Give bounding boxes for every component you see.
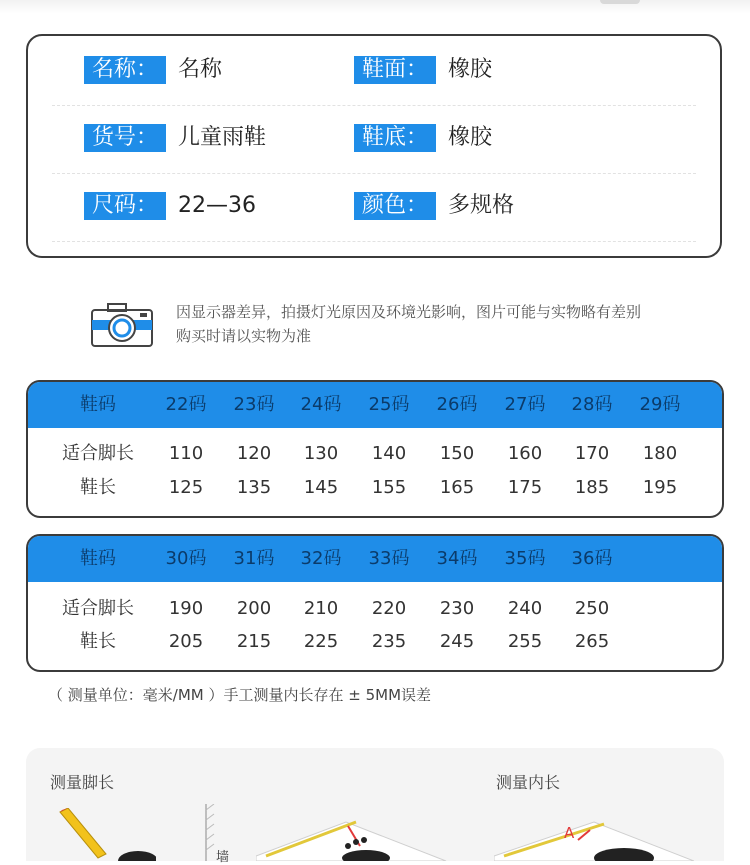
- size-chart-table: [26, 534, 724, 672]
- upper-material-tag: 鞋面：: [354, 56, 436, 84]
- row-divider: [52, 241, 696, 242]
- item-number-tag: 货号：: [84, 124, 166, 152]
- table-cell: 160: [507, 443, 543, 464]
- table-cell: 120: [236, 443, 272, 464]
- table-cell: 250: [574, 598, 610, 619]
- size-chart-header: [28, 536, 722, 582]
- item-number-value: 儿童雨鞋: [178, 125, 267, 150]
- table-cell: 125: [168, 477, 204, 498]
- table-cell: 240: [507, 598, 543, 619]
- table-cell: 140: [371, 443, 407, 464]
- size-header-cell: 35码: [504, 548, 546, 569]
- top-decoration: [600, 0, 640, 4]
- size-header-cell: 24码: [300, 394, 342, 415]
- size-range-tag: 尺码：: [84, 192, 166, 220]
- size-header-cell: 32码: [300, 548, 342, 569]
- name-value: 名称: [178, 57, 223, 82]
- size-range-value: 22—36: [178, 193, 256, 218]
- measurement-unit-note: （ 测量单位：毫米/MM ）手工测量内长存在 ± 5MM误差: [48, 686, 432, 704]
- row-divider: [52, 105, 696, 106]
- marker-label: A: [564, 824, 575, 842]
- note-line: 购买时请以实物为准: [176, 327, 312, 345]
- table-cell: 230: [439, 598, 475, 619]
- row-divider: [52, 173, 696, 174]
- table-cell: 245: [439, 631, 475, 652]
- size-header-cell: 26码: [436, 394, 478, 415]
- sole-material-value: 橡胶: [448, 125, 493, 150]
- table-cell: 155: [371, 477, 407, 498]
- row-label: 适合脚长: [62, 443, 134, 464]
- table-cell: 220: [371, 598, 407, 619]
- measure-guide-panel: [26, 748, 724, 865]
- row-label: 适合脚长: [62, 598, 134, 619]
- size-header-cell: 29码: [639, 394, 681, 415]
- table-cell: 135: [236, 477, 272, 498]
- table-cell: 175: [507, 477, 543, 498]
- upper-material-value: 橡胶: [448, 57, 493, 82]
- measure-foot-title: 测量脚长: [50, 773, 115, 792]
- table-cell: 170: [574, 443, 610, 464]
- table-cell: 185: [574, 477, 610, 498]
- table-cell: 150: [439, 443, 475, 464]
- size-chart-table: [26, 380, 724, 518]
- size-header-cell: 23码: [233, 394, 275, 415]
- table-cell: 195: [642, 477, 678, 498]
- shoe-inner-length-illustration: [494, 818, 694, 861]
- product-info-card: [26, 34, 722, 258]
- table-cell: 110: [168, 443, 204, 464]
- table-cell: 190: [168, 598, 204, 619]
- table-cell: 215: [236, 631, 272, 652]
- size-header-cell: 27码: [504, 394, 546, 415]
- display-difference-note: [176, 300, 706, 348]
- size-header-cell: 30码: [165, 548, 207, 569]
- row-label: 鞋长: [80, 631, 116, 652]
- table-cell: 200: [236, 598, 272, 619]
- size-header-cell: 36码: [571, 548, 613, 569]
- color-tag: 颜色：: [354, 192, 436, 220]
- wall-label: 墙: [216, 850, 230, 865]
- name-tag: 名称：: [84, 56, 166, 84]
- table-cell: 145: [303, 477, 339, 498]
- size-header-label: 鞋码: [80, 548, 116, 569]
- pencil-icon: [46, 808, 156, 861]
- table-cell: 210: [303, 598, 339, 619]
- table-cell: 255: [507, 631, 543, 652]
- size-header-cell: 34码: [436, 548, 478, 569]
- size-header-cell: 28码: [571, 394, 613, 415]
- info-row: [28, 40, 720, 106]
- foot-on-paper-illustration: [256, 816, 456, 861]
- note-line: 因显示器差异，拍摄灯光原因及环境光影响，图片可能与实物略有差别: [176, 303, 642, 321]
- measure-inner-title: 测量内长: [496, 773, 561, 792]
- info-row: [28, 176, 720, 242]
- size-chart-header: [28, 382, 722, 428]
- size-header-label: 鞋码: [80, 394, 116, 415]
- table-cell: 265: [574, 631, 610, 652]
- sole-material-tag: 鞋底：: [354, 124, 436, 152]
- table-cell: 165: [439, 477, 475, 498]
- table-cell: 180: [642, 443, 678, 464]
- size-header-cell: 25码: [368, 394, 410, 415]
- size-header-cell: 22码: [165, 394, 207, 415]
- table-cell: 225: [303, 631, 339, 652]
- camera-icon: [90, 300, 154, 350]
- color-value: 多规格: [448, 193, 515, 218]
- table-cell: 130: [303, 443, 339, 464]
- table-cell: 205: [168, 631, 204, 652]
- size-header-cell: 31码: [233, 548, 275, 569]
- table-cell: 235: [371, 631, 407, 652]
- row-label: 鞋长: [80, 477, 116, 498]
- info-row: [28, 108, 720, 174]
- size-header-cell: 33码: [368, 548, 410, 569]
